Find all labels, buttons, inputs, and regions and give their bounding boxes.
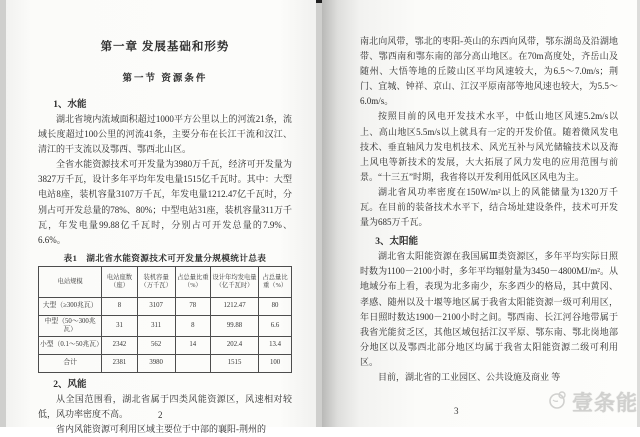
table-row — [39, 297, 292, 315]
table-cell: 2342 — [102, 336, 137, 354]
heading-solar-energy: 3、太阳能 — [375, 237, 418, 248]
watermark-text: 壹条能 — [572, 392, 638, 415]
table-header-cell: 电站座数（座） — [102, 266, 137, 297]
table-cell: 78 — [175, 297, 210, 315]
page-left — [6, 0, 316, 435]
paragraph-wind-1: 从全国范围看，湖北省属于四类风能资源区，风速相对较低，风功率密度不高。 — [38, 393, 292, 419]
paragraph-solar-1: 湖北省太阳能资源在我国属Ⅲ类资源区，多年平均实际日照时数为1100－2100小时，多年平均辐射量为3450－4800MJ/m²。从地域分布上看，表现为北多南少，东多西少的格局，其中黄冈、孝感、随州以及十堰等地区属于我省太阳能资源一级可利用区，年日照时数达1900－2100小时之间。鄂西南、长江河谷地带属于我省光能贫乏区，其他区域包括江汉平原、鄂东南、鄂北岗地部分地区以及鄂西北部分地区均属于我省太阳能资源二级可利用区。 — [360, 251, 618, 367]
table-cell: 1515 — [211, 354, 259, 372]
paragraph-wind-continued-2: 按照目前的风电开发技术水平，中低山地区风速5.2m/s以上、高山地区5.5m/s以上就具有一定的开发价值。随着微风发电技术、垂直轴风力发电机技术、风光互补与风光储输技术以及海上风电等新技术的发展，大大拓展了风力发电的应用范围与前景。“十三五”时期，我省将以开发利用低风区风电为主。 — [360, 111, 618, 182]
paragraph-wind-continued-1: 南北向风带，鄂北的枣阳-英山的东西向风带，鄂东湖岛及沿湖地带、鄂西南和鄂东南的部分高山地区。在70m高度处，齐岳山及随州、大悟等地的丘陵山区平均风速较大，为6.5～7.0m/s；荆门、宜城、钟祥、京山、江汉平原南部等地风速也较大，为5.5～6.0m/s。 — [360, 36, 618, 107]
table-cell: 3107 — [137, 297, 175, 315]
table-cell: 311 — [137, 315, 175, 336]
table-cell: 3980 — [137, 354, 175, 372]
table-cell: 中型（50～300兆瓦） — [39, 315, 102, 336]
table-row — [39, 354, 292, 372]
table-cell: 99.88 — [211, 315, 259, 336]
page-number-left: 2 — [158, 410, 163, 420]
heading-water-energy: 1、水能 — [53, 100, 87, 110]
table-cell — [175, 354, 210, 372]
page-right — [322, 0, 637, 427]
table-cell: 8 — [102, 297, 137, 315]
table-header-cell: 占总量比重（%） — [175, 266, 210, 297]
table-cell: 202.4 — [211, 336, 259, 354]
paragraph-water-1: 湖北省境内流域面积超过1000平方公里以上的河流21条，流域长度超过100公里的河流41条，主要分布在长江干流和汉江、清江的干支流以及鄂西、鄂西北山区。 — [38, 114, 292, 155]
heading-wind-energy: 2、风能 — [53, 379, 87, 390]
page-number-right: 3 — [454, 406, 459, 416]
table-header-cell: 装机容量（万千瓦） — [137, 266, 175, 297]
chapter-title: 第一章 发展基础和形势 — [100, 41, 230, 53]
table-header-row — [39, 266, 292, 297]
table-header-cell: 设计年均发电量（亿千瓦时） — [211, 266, 259, 297]
paragraph-wind-continued-3: 湖北省风功率密度在150W/m²以上的风能储量为1320万千瓦。在目前的装备技术水平下，结合场址建设条件，技术可开发量为685万千瓦。 — [360, 186, 618, 228]
table-cell: 562 — [137, 336, 175, 354]
page-left-textblock — [38, 38, 292, 437]
page-right-textblock — [360, 34, 618, 385]
table-cell: 小型（0.1～50兆瓦） — [39, 336, 102, 354]
table-header-cell: 占总量比重（%） — [259, 266, 292, 297]
table-row — [39, 315, 292, 336]
table-cell: 100 — [259, 354, 292, 372]
paragraph-solar-2: 目前，湖北省的工业园区、公共设施及商业 等 — [378, 371, 561, 382]
table-cell: 2381 — [102, 354, 137, 372]
table-caption: 表1 湖北省水能资源技术可开发量分规模统计总表 — [63, 252, 267, 263]
table-cell: 6.6 — [259, 315, 292, 336]
table-cell: 8 — [175, 315, 210, 336]
table-cell: 80 — [259, 297, 292, 315]
table-cell: 大型（≥300兆瓦） — [39, 297, 102, 315]
table-header-cell: 电站规模 — [39, 266, 102, 297]
table-cell: 13.4 — [259, 336, 292, 354]
paragraph-water-2: 全省水能资源技术可开发量为3980万千瓦，经济可开发量为3827万千瓦，设计多年平均年发电量1515亿千瓦时。其中：大型电站8座，装机容量3107万千瓦，年发电量1212.47亿千瓦时，分别占可开发总量的78%、80%；中型电站31座，装机容量311万千瓦，年发电量99.88亿千瓦时，分别占可开发总量的7.9%、6.6%。 — [38, 159, 292, 245]
table-cell: 14 — [175, 336, 210, 354]
table-cell: 合计 — [39, 354, 102, 372]
section-title: 第一节 资源条件 — [122, 74, 208, 84]
paragraph-wind-2: 省内风能资源可利用区域主要位于中部的襄阳-荆州的 — [56, 424, 266, 435]
table-row — [39, 336, 292, 354]
table-cell: 1212.47 — [211, 297, 259, 315]
table-cell: 31 — [102, 315, 137, 336]
hydropower-table — [38, 266, 292, 373]
